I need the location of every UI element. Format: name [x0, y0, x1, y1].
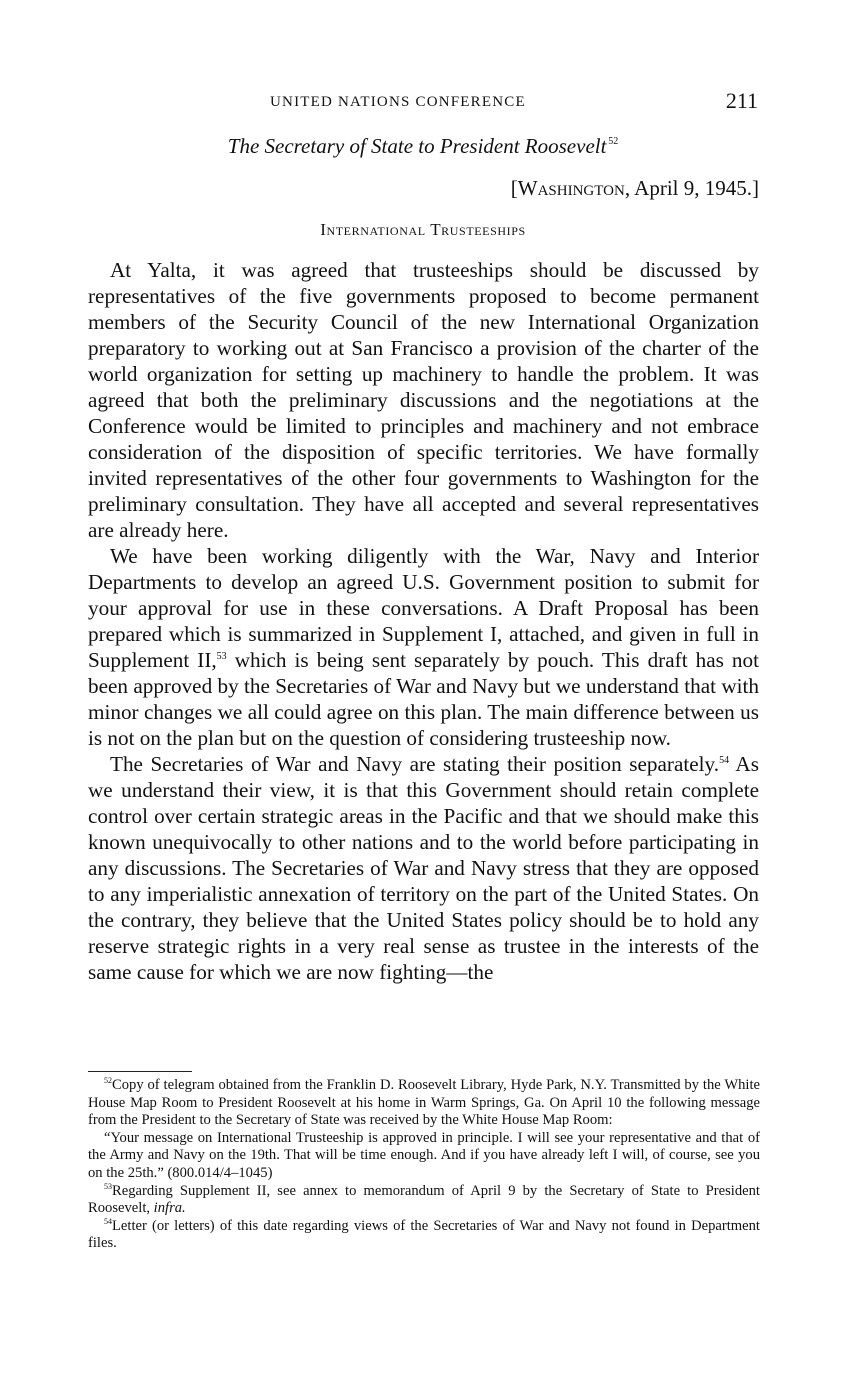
dateline-date: , April 9, 1945.] [624, 176, 759, 200]
document-title-text: The Secretary of State to President Roosevelt [227, 134, 607, 158]
footnote [88, 1130, 760, 1183]
paragraph [88, 543, 759, 751]
paragraph-text: which is being sent separately by pouch. This draft has not been approved by the Secretaries of War and Navy but we understand that with minor changes we all could agree on this plan. The main difference between us is not on the plan but on the question of considering trusteeship now. [88, 648, 759, 750]
footnote-number: 52 [104, 1076, 112, 1085]
paragraph-text: At Yalta, it was agreed that trusteeships should be discussed by representatives of the five governments proposed to become permanent members of the Security Council of the new International Organization preparatory to working out at San Francisco a provision of the charter of the world organization for setting up machinery to handle the problem. It was agreed that both the preliminary discussions and the negotiations at the Conference would be limited to principles and machinery and not embrace consideration of the disposition of specific territories. We have formally invited representatives of the other four governments to Washington for the preliminary consultation. They have all accepted and several representatives are already here. [88, 258, 759, 542]
footnote-divider [88, 1071, 192, 1072]
section-heading: International Trusteeships [320, 220, 526, 239]
footnote [88, 1077, 760, 1130]
footnote-ref-54: 54 [719, 755, 730, 766]
footnote-number: 54 [104, 1216, 112, 1226]
paragraph [88, 751, 759, 985]
footnote-italic: infra. [153, 1200, 186, 1217]
footnote-ref-52: 52 [608, 136, 619, 147]
paragraph-text: The Secretaries of War and Navy are stating their position separately. [110, 752, 720, 776]
footnote-text: Letter (or letters) of this date regarding views of the Secretaries of War and Navy not found in Department files. [88, 1217, 760, 1252]
letter-body [88, 257, 759, 985]
document-title [88, 134, 758, 159]
footnote-number: 53 [104, 1181, 112, 1191]
footnote-text: Copy of telegram obtained from the Franklin D. Roosevelt Library, Hyde Park, N.Y. Transmitted by the White House Map Room to President Roosevelt at his home in Warm Springs, Ga. On April 10 the following message from the President to the Secretary of State was received by the White House Map Room: [88, 1077, 760, 1129]
dateline [511, 176, 759, 201]
footnote-text: “Your message on International Trusteeship is approved in principle. I will see your representative and that of the Army and Navy on the 19th. That will be time enough. And if you have already left I will, of course, see you on the 25th.” (800.014/4–1045) [88, 1129, 760, 1181]
running-head: UNITED NATIONS CONFERENCE [270, 94, 526, 110]
footnote-ref-53: 53 [216, 651, 227, 662]
dateline-place: Washington [517, 176, 625, 200]
paragraph-text: We have been working diligently with the War, Navy and Interior Departments to develop an agreed U.S. Government position to submit for your approval for use in these conversations. A Draft Proposal has been prepared which is summarized in Supplement I, attached, and given in full in Supplement II, [88, 544, 759, 672]
footnote [88, 1183, 760, 1218]
page-header [88, 88, 758, 118]
dateline-open-bracket: [ [510, 176, 518, 200]
page-number: 211 [725, 88, 758, 113]
paragraph-text: As we understand their view, it is that this Government should retain complete control over certain strategic areas in the Pacific and that we should make this known unequivocally to other nations and to the world before participating in any discussions. The Secretaries of War and Navy stress that they are opposed to any imperialistic annexation of territory on the part of the United States. On the contrary, they believe that the United States policy should be to hold any reserve strategic rights in a very real sense as trustee in the interests of the same cause for which we are now fighting—the [88, 752, 759, 984]
footnotes [88, 1077, 760, 1253]
footnote-text: Regarding Supplement II, see annex to memorandum of April 9 by the Secretary of State to President Roosevelt, [88, 1182, 760, 1217]
paragraph [88, 257, 759, 543]
footnote [88, 1218, 760, 1253]
